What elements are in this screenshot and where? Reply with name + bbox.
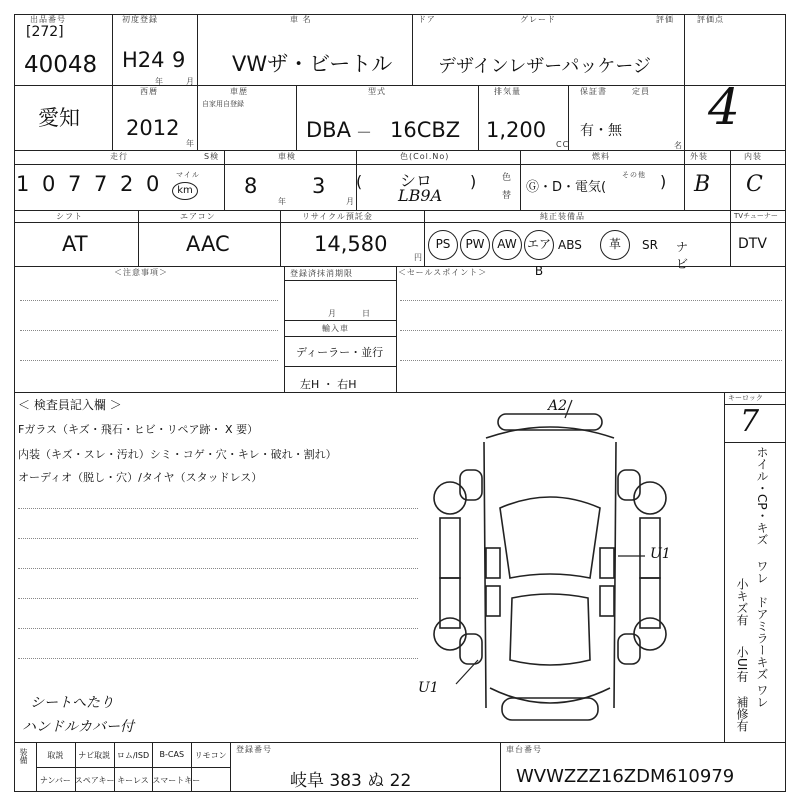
color: シロ xyxy=(400,171,433,190)
col-divider xyxy=(284,266,285,392)
month-unit: 月 xyxy=(328,309,337,318)
col-divider xyxy=(684,150,685,210)
label-strip xyxy=(14,164,786,165)
vertical-note-4: 小キズ有 xyxy=(735,578,749,626)
displacement-label: 排気量 xyxy=(494,87,521,96)
month-unit: 月 xyxy=(186,77,195,86)
col-divider xyxy=(197,14,198,85)
displacement: 1,200 xyxy=(486,118,547,142)
year-unit: 年 xyxy=(186,139,195,148)
footer-equipment-item: キーレス xyxy=(117,776,149,785)
inspector-line xyxy=(18,658,418,659)
color-change-1: 色 xyxy=(502,173,513,183)
grade: デザインレザーパッケージ xyxy=(438,56,652,77)
col-divider xyxy=(730,210,731,266)
footer-equipment-item: スマートキー xyxy=(152,776,201,785)
cell-divider xyxy=(284,280,396,281)
mileage-digit: 1 xyxy=(16,172,30,196)
footer-equipment-item: 取説 xyxy=(47,751,64,760)
inspect-label: 車検 xyxy=(278,152,296,161)
row-divider xyxy=(14,210,786,211)
key-mark: 7 xyxy=(740,404,760,439)
lot-bracket: [272] xyxy=(26,24,64,40)
equipment-item: 革 xyxy=(600,230,630,260)
footer-cell-divider xyxy=(114,742,115,767)
inspector-line xyxy=(18,598,418,599)
mileage-digit: 0 xyxy=(146,172,160,196)
caution-line xyxy=(20,300,278,301)
car-name: VWザ・ビートル xyxy=(232,52,393,76)
region: 愛知 xyxy=(38,106,80,130)
lot-number: 40048 xyxy=(24,52,98,78)
col-divider xyxy=(684,14,685,85)
footer-equipment-item: スペアキー xyxy=(74,776,115,785)
col-divider xyxy=(197,85,198,150)
fuel-close: ) xyxy=(660,172,667,191)
label-strip xyxy=(14,222,786,223)
yen-unit: 円 xyxy=(414,253,423,262)
mileage-digit: 7 xyxy=(68,172,82,196)
sales-line xyxy=(400,300,782,301)
col-divider xyxy=(520,150,521,210)
vertical-note-1: ホイル・CP・キズ xyxy=(755,446,769,546)
first-reg-label: 初度登録 xyxy=(122,15,158,24)
mileage-label: 走行 xyxy=(110,152,128,161)
row-divider xyxy=(14,85,786,86)
vin: WVWZZZ16ZDM610979 xyxy=(516,766,735,787)
cell-divider xyxy=(284,366,396,367)
footer-equipment-item: ナビ取説 xyxy=(78,751,111,760)
footer-col xyxy=(230,742,231,792)
steering: 左H ・ 右H xyxy=(300,378,357,391)
cell-divider xyxy=(284,336,396,337)
footer-cell-divider xyxy=(152,767,153,792)
paren-open: ( xyxy=(356,172,363,191)
col-divider xyxy=(296,85,297,150)
col-divider xyxy=(730,150,731,210)
interior-grade: C xyxy=(746,172,763,197)
inspect-month: 3 xyxy=(312,174,326,198)
col-divider xyxy=(112,14,113,85)
col-divider xyxy=(280,210,281,266)
tv-label: TVチューナー xyxy=(734,212,778,220)
model-year: 2012 xyxy=(126,116,180,140)
import-label: 輸入車 xyxy=(322,324,349,333)
interior-label: 内装 xyxy=(744,152,762,161)
col-divider xyxy=(112,85,113,150)
car-name-label: 車 名 xyxy=(290,15,312,24)
capacity-unit: 名 xyxy=(674,141,683,150)
footer-col xyxy=(500,742,501,792)
equipment-item: PW xyxy=(460,230,490,260)
fuel-other: その他 xyxy=(622,171,646,179)
recycle-label: リサイクル預託金 xyxy=(302,212,373,221)
recycle-fee: 14,580 xyxy=(314,232,388,256)
vin-label: 車台番号 xyxy=(506,745,542,754)
footer-equipment-item: ロム/ISD xyxy=(116,751,150,760)
equipment-item: PS xyxy=(428,230,458,260)
col-divider xyxy=(138,210,139,266)
mark-front: A2 xyxy=(548,398,568,414)
col-divider xyxy=(396,266,397,392)
mileage-digit: 0 xyxy=(42,172,56,196)
mark-rear: U1 xyxy=(418,680,439,696)
equipment-item: エアB xyxy=(524,230,554,260)
plate-label: 登録番号 xyxy=(236,745,272,754)
shaken-label: S検 xyxy=(204,152,220,161)
footer-cell-divider xyxy=(152,742,153,767)
mark-side: U1 xyxy=(650,546,671,562)
first-reg-month: 9 xyxy=(172,48,186,72)
fuel-options: Ⓖ・D・電気( xyxy=(526,180,607,195)
dealer: ディーラー・並行 xyxy=(296,346,384,359)
capacity-label: 定員 xyxy=(632,87,650,96)
equip-label: 純正装備品 xyxy=(540,212,585,221)
vertical-note-3: ドアミラーキズ ワレ xyxy=(755,596,769,708)
hand-note-1: シートへたり xyxy=(30,695,114,711)
eval-score: 4 xyxy=(708,78,740,136)
sales-line xyxy=(400,360,782,361)
footer-equipment-item: リモコン xyxy=(194,751,227,760)
equipment-grid xyxy=(36,742,230,792)
col-divider xyxy=(424,210,425,266)
col-divider xyxy=(478,85,479,150)
cell-divider xyxy=(284,320,396,321)
equipment-item: ナビ xyxy=(676,240,689,271)
sales-line xyxy=(400,330,782,331)
footer-equipment-item: ナンバー xyxy=(39,776,71,785)
vertical-note-5: 小UI有 xyxy=(735,646,749,683)
shift-label: シフト xyxy=(56,212,83,221)
history-label: 車歴 xyxy=(230,87,248,96)
color-label: 色(Col.No) xyxy=(400,152,450,161)
inspector-line-1: Fガラス（キズ・飛石・ヒビ・リペア跡・ X 要） xyxy=(18,423,259,436)
footer-cell-divider xyxy=(75,742,76,767)
footer-cell-divider xyxy=(114,767,115,792)
inspector-line xyxy=(18,568,418,569)
vertical-note-2: ワレ xyxy=(755,560,769,584)
footer-cell-divider xyxy=(191,767,192,792)
inspector-line-2: 内装（キズ・スレ・汚れ）シミ・コゲ・穴・キレ・破れ・割れ） xyxy=(18,448,337,461)
grade-label: グレード xyxy=(520,15,556,24)
caution-label: ＜注意事項＞ xyxy=(114,268,168,277)
exterior-label: 外装 xyxy=(690,152,708,161)
lot-label: 出品番号 xyxy=(30,15,66,24)
inspector-line xyxy=(18,538,418,539)
color-change-2: 替 xyxy=(502,191,513,201)
model-dash: － xyxy=(356,123,373,142)
section-divider xyxy=(14,392,786,393)
warranty-value: 有・無 xyxy=(580,123,622,139)
car-damage-diagram xyxy=(420,398,720,742)
plate: 岐阜 383 ぬ 22 xyxy=(290,771,412,791)
year-unit: 年 xyxy=(278,197,287,206)
model-prefix: DBA xyxy=(306,118,351,142)
inspector-line xyxy=(18,628,418,629)
first-reg-era: H24 xyxy=(122,48,165,72)
year-unit: 年 xyxy=(155,77,164,86)
caution-line xyxy=(20,330,278,331)
color-code: LB9A xyxy=(398,186,443,205)
exterior-grade: B xyxy=(694,172,711,197)
inspector-label: ＜ 検査員記入欄 ＞ xyxy=(18,398,122,412)
equip-side: 装備 xyxy=(19,748,28,764)
mileage-digit: 2 xyxy=(120,172,134,196)
mileage-digit: 7 xyxy=(94,172,108,196)
vertical-note-6: 補修有 xyxy=(735,696,749,732)
cell-divider xyxy=(724,442,786,443)
day-unit: 日 xyxy=(362,309,371,318)
inspector-line-3: オーディオ（脱し・穴）/タイヤ（スタッドレス） xyxy=(18,471,263,484)
hand-note-2: ハンドルカバー付 xyxy=(22,719,134,735)
door-label: ドア xyxy=(418,15,436,24)
footer-equipment-item: B-CAS xyxy=(159,750,185,759)
sales-point-label: ＜セールスポイント＞ xyxy=(398,268,488,277)
eval-small: 評価 xyxy=(656,15,674,24)
inspect-year: 8 xyxy=(244,174,258,198)
col-divider xyxy=(224,150,225,210)
eval-label: 評価点 xyxy=(697,15,724,24)
key-label: キーロック xyxy=(728,394,763,402)
warranty-label: 保証書 xyxy=(580,87,607,96)
equipment-item: ABS xyxy=(558,238,582,252)
col-divider xyxy=(412,14,413,85)
equipment-item: SR xyxy=(642,238,658,252)
tv: DTV xyxy=(738,236,767,252)
history-sub: 自家用自登録 xyxy=(202,100,244,108)
mileage-unit-top: マイル xyxy=(176,171,200,179)
model-label: 型式 xyxy=(368,87,386,96)
equipment-item: AW xyxy=(492,230,522,260)
caution-line xyxy=(20,360,278,361)
reg-deadline-label: 登録済抹消期限 xyxy=(290,269,353,278)
month-unit: 月 xyxy=(346,197,355,206)
year-label: 西暦 xyxy=(140,87,158,96)
cc-unit: CC xyxy=(556,140,570,149)
ac: AAC xyxy=(186,232,230,256)
col-divider xyxy=(684,85,685,150)
inspector-line xyxy=(18,508,418,509)
shift: AT xyxy=(62,232,88,256)
footer-cell-divider xyxy=(191,742,192,767)
model-code: 16CBZ xyxy=(390,118,461,142)
footer-cell-divider xyxy=(75,767,76,792)
fuel-label: 燃料 xyxy=(592,152,610,161)
ac-label: エアコン xyxy=(180,212,216,221)
paren-close: ) xyxy=(470,172,477,191)
col-divider xyxy=(724,392,725,742)
mileage-unit-km: km xyxy=(172,182,198,200)
